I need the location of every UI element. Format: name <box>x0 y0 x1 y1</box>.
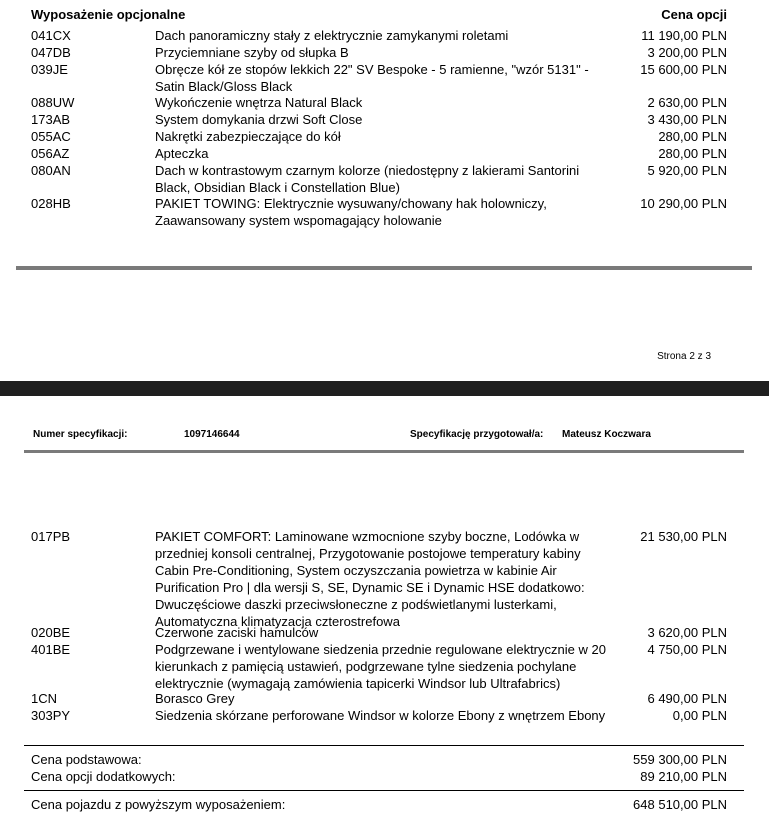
option-description: Podgrzewane i wentylowane siedzenia przednie regulowane elektrycznie w 20 kierunkach z pamięcią ustawień, podgrzewane tylne siedzenia pochylane elektrycznie (wymagają zamówienia tapicerki Windsor lub Ultrafabrics) <box>155 642 606 691</box>
vehicle-price-value: 648 510,00 PLN <box>633 797 727 812</box>
options-price-label: Cena opcji dodatkowych: <box>31 769 176 784</box>
option-price: 15 600,00 PLN <box>640 62 727 77</box>
option-description: Obręcze kół ze stopów lekkich 22" SV Bespoke - 5 ramienne, "wzór 5131" - Satin Black/Gloss Black <box>155 62 589 94</box>
option-price: 5 920,00 PLN <box>647 163 727 178</box>
option-price: 2 630,00 PLN <box>647 95 727 110</box>
option-code: 055AC <box>31 129 71 144</box>
option-code: 088UW <box>31 95 75 110</box>
spec-number-value: 1097146644 <box>184 429 240 440</box>
option-code: 303PY <box>31 708 71 723</box>
prepared-by-label: Specyfikację przygotował/a: <box>410 429 544 440</box>
option-description: PAKIET COMFORT: Laminowane wzmocnione szyby boczne, Lodówka w przedniej konsoli centralnej, Przygotowanie postojowe temperatury kabiny Cabin Pre-Conditioning, System oczyszczania powietrza w kabinie Air Purification Pro | dla wersji S, SE, Dynamic SE i Dynamic HSE dodatkowo: Dwuczęściowe daszki przeciwsłoneczne z podświetlanymi lusterkami, Automatyczna klimatyzacja czterostrefowa <box>155 529 585 629</box>
option-description: Siedzenia skórzane perforowane Windsor w kolorze Ebony z wnętrzem Ebony <box>155 708 606 723</box>
section-divider <box>16 266 752 270</box>
option-code: 020BE <box>31 625 71 640</box>
base-price-value: 559 300,00 PLN <box>633 752 727 767</box>
page-separator <box>0 381 769 396</box>
option-code: 1CN <box>31 691 58 706</box>
option-description: Dach w kontrastowym czarnym kolorze (niedostępny z lakierami Santorini Black, Obsidian Black i Constellation Blue) <box>155 163 580 195</box>
option-code: 056AZ <box>31 146 70 161</box>
option-description: Wykończenie wnętrza Natural Black <box>155 95 363 110</box>
spec-number-label: Numer specyfikacji: <box>33 429 128 440</box>
option-code: 017PB <box>31 529 71 544</box>
header-divider <box>24 450 744 453</box>
option-price: 280,00 PLN <box>658 146 727 161</box>
option-description: Nakrętki zabezpieczające do kół <box>155 129 341 144</box>
option-code: 047DB <box>31 45 71 60</box>
option-price: 4 750,00 PLN <box>647 642 727 657</box>
option-code: 080AN <box>31 163 71 178</box>
page-number: Strona 2 z 3 <box>657 351 711 362</box>
option-code: 041CX <box>31 28 71 43</box>
prepared-by-name: Mateusz Koczwara <box>562 429 651 440</box>
option-price: 6 490,00 PLN <box>647 691 727 706</box>
option-price: 3 200,00 PLN <box>647 45 727 60</box>
base-price-label: Cena podstawowa: <box>31 752 142 767</box>
option-code: 173AB <box>31 112 71 127</box>
option-description: PAKIET TOWING: Elektrycznie wysuwany/chowany hak holowniczy, Zaawansowany system wspomagający holowanie <box>155 196 547 228</box>
option-code: 401BE <box>31 642 71 657</box>
option-code: 039JE <box>31 62 68 77</box>
option-description: Czerwone zaciski hamulców <box>155 625 319 640</box>
options-price-value: 89 210,00 PLN <box>640 769 727 784</box>
option-description: System domykania drzwi Soft Close <box>155 112 363 127</box>
option-code: 028HB <box>31 196 71 211</box>
option-description: Przyciemniane szyby od słupka B <box>155 45 349 60</box>
grand-total-divider <box>24 790 744 791</box>
option-price: 21 530,00 PLN <box>640 529 727 544</box>
option-price: 10 290,00 PLN <box>640 196 727 211</box>
option-price: 0,00 PLN <box>672 708 727 723</box>
options-header-title: Wyposażenie opcjonalne <box>31 7 186 22</box>
option-price: 3 620,00 PLN <box>647 625 727 640</box>
option-description: Apteczka <box>155 146 209 161</box>
option-description: Dach panoramiczny stały z elektrycznie zamykanymi roletami <box>155 28 509 43</box>
option-price: 3 430,00 PLN <box>647 112 727 127</box>
totals-divider <box>24 745 744 746</box>
options-header-price: Cena opcji <box>661 7 727 22</box>
option-price: 280,00 PLN <box>658 129 727 144</box>
option-price: 11 190,00 PLN <box>641 28 727 43</box>
vehicle-price-label: Cena pojazdu z powyższym wyposażeniem: <box>31 797 286 812</box>
option-description: Borasco Grey <box>155 691 235 706</box>
